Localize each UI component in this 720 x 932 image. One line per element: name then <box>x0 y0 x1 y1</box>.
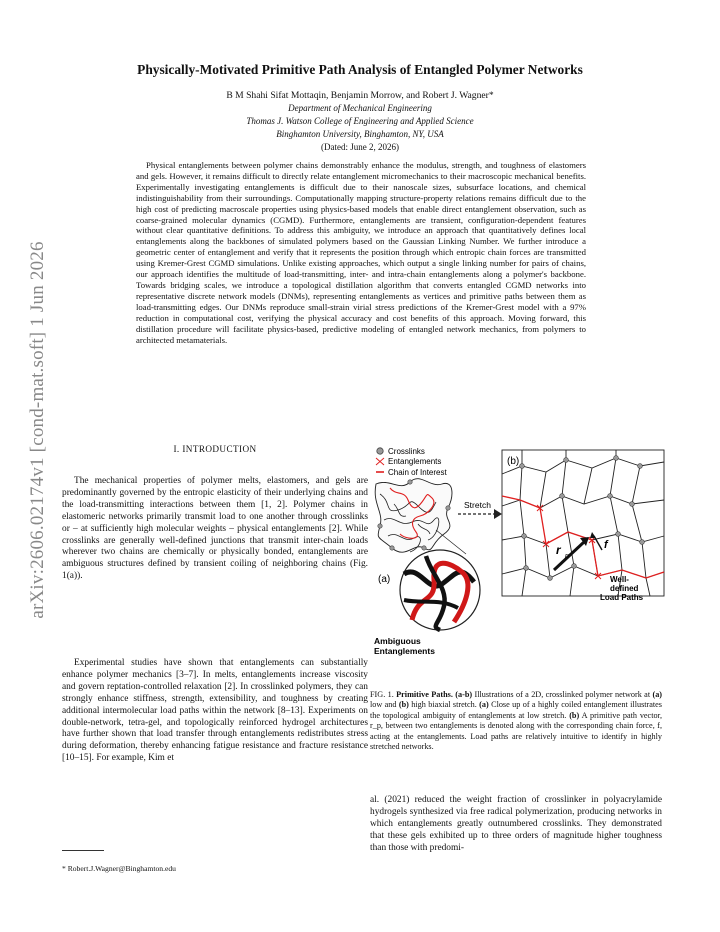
footnote-email: * Robert.J.Wagner@Binghamton.edu <box>62 864 176 873</box>
right-column-paragraph: al. (2021) reduced the weight fraction of crosslinker in polyacrylamide hydrogels synthesized via free radical polymerization, producing networks in which entanglements greatly outnumbered crosslinks. They demonstrated that these gels exhibited up to three orders of magnitude higher toughness than those with predomi- <box>370 795 662 853</box>
paper-title: Physically-Motivated Primitive Path Analysis of Entangled Polymer Networks <box>137 62 583 77</box>
caption-ab: (a-b) <box>455 690 473 699</box>
section-heading-introduction: I. INTRODUCTION <box>173 444 257 454</box>
ambiguous-label-line2: Entanglements <box>374 646 435 656</box>
footnote-rule <box>62 850 104 851</box>
legend-chain-of-interest: Chain of Interest <box>388 468 447 477</box>
stretch-label: Stretch <box>464 500 491 510</box>
panel-b-network <box>502 450 664 596</box>
caption-b1: (b) <box>398 700 409 710</box>
caption-label: FIG. 1. <box>370 690 394 699</box>
panel-a-network <box>375 479 452 553</box>
caption-a2: (a) <box>479 700 489 710</box>
caption-part1: Illustrations of a 2D, crosslinked polymer network at <box>472 690 653 699</box>
affiliation-department: Department of Mechanical Engineering <box>288 103 432 113</box>
crosslink-legend-icon <box>377 448 383 454</box>
well-defined-line3: Load Paths <box>600 593 644 602</box>
arxiv-sidebar-stamp <box>18 200 58 660</box>
rp-vector-label: r <box>556 543 561 557</box>
author-list: B M Shahi Sifat Mottaqin, Benjamin Morrow, and Robert J. Wagner* <box>226 90 494 101</box>
figure-1-graphic <box>370 444 666 680</box>
caption-part4: Close up of a highly coiled entanglement illustrates the topological ambiguity of entanglements at low stretch. <box>370 700 662 720</box>
well-defined-line1: Well- <box>610 575 629 584</box>
panel-a-label: (a) <box>378 574 391 585</box>
intro-paragraph-1: The mechanical properties of polymer melts, elastomers, and gels are predominantly governed by the entropic elasticity of their underlying chains and the load-transmitting interactions between them [1, 2]. Polymer chains in elastomeric networks primarily transmit load to one another through crosslinks or – at sufficiently high molecular weights – physical entanglements [2]. While crosslinks are generally well-defined junctions that transmit inter-chain loads wherever two chains are chemically or physically bonded, entanglements are ambiguous structures defined by transient coiling of neighboring chains (Fig. 1(a)). <box>62 476 368 582</box>
dated-line: (Dated: June 2, 2026) <box>321 142 399 152</box>
affiliation-college: Thomas J. Watson College of Engineering and Applied Science <box>246 116 474 126</box>
affiliation-university: Binghamton University, Binghamton, NY, USA <box>276 129 444 139</box>
force-f-label: f <box>604 539 608 551</box>
intro-paragraph-2: Experimental studies have shown that entanglements can substantially enhance polymer mechanics [3–7]. In melts, entanglements increase viscosity and govern reptation-controlled relaxation [2]. In crosslinked polymers, they can strongly enhance stiffness, strength, extensibility, and toughness by creating additional intermolecular load paths within the network [8–13]. Experiments on double-network, tetra-gel, and topologically reinforced hydrogel architectures have further shown that load transfer through entanglements redistributes stress during deformation, thereby enhancing fatigue resistance and fracture resistance [10–15]. For example, Kim et <box>62 658 368 764</box>
caption-title: Primitive Paths. <box>396 690 453 699</box>
caption-part3: high biaxial stretch. <box>408 700 480 710</box>
rp-subscript: p <box>565 553 569 560</box>
well-defined-line2: defined <box>610 584 639 593</box>
caption-part5: A primitive path vector, r_p, between two entanglements is denoted along with the corresponding chain force, f, acting at the entanglements. Load paths are relatively intuitive to identify in highly stretched networks. <box>370 710 663 752</box>
figure-1 <box>370 444 666 680</box>
caption-b2: (b) <box>569 710 580 720</box>
ambiguous-label-line1: Ambiguous <box>374 636 421 646</box>
arxiv-id: arXiv:2606.02174v1 [cond-mat.soft] 1 Jun 2026 <box>27 241 48 619</box>
legend-crosslinks: Crosslinks <box>388 447 425 456</box>
caption-part2: low and <box>370 700 399 710</box>
stretch-arrow <box>458 500 502 519</box>
panel-b-label: (b) <box>507 456 520 467</box>
figure-legend <box>376 447 447 477</box>
legend-entanglements: Entanglements <box>388 457 442 466</box>
abstract: Physical entanglements between polymer chains demonstrably enhance the modulus, strength, and toughness of elastomers and gels. However, it remains difficult to directly relate entanglement micromechanics to their macroscopic mechanical benefits. Experimentally investigating entanglements is difficult due to their nanoscale sizes, subsurface locations, and chemical indistinguishability from their surroundings. Computationally mapping structure-property relations remains difficult due to the high cost of predicting macroscale properties using physics-based models that enable direct entanglement observation, such as coarse-grained molecular dynamics (CGMD). Furthermore, entanglements are transient, configuration-dependent features without clear quantitative definitions. To address this ambiguity, we introduce an approach that quantitatively defines local entanglements along the backbones of simulated polymers based on the Gaussian Linking Number. We further introduce a geometric center of entanglement and verify that it represents the position through which entropic chain forces are transmitted using Kremer-Grest CGMD simulations. Unlike existing approaches, which output a single linking number for pairs of chains, our approach identifies the multitude of load-transmitting, inter- and intra-chain entanglements along a polymer's backbone. Towards bridging scales, we introduce a topological distillation algorithm that converts entangled CGMD networks into representative discrete network models (DNMs), representing entanglements as vertices and primitive paths between them as load-transmitting edges. Our DNMs reproduce small-strain virial stress predictions of the Kremer-Grest model with a 97% reduction in computational cost, verifying the physical accuracy and cost benefits of this approach. Moving forward, this distillation procedure will facilitate physics-based, predictive modeling of entangled network mechanics, from polymers to architected metamaterials. <box>136 160 586 345</box>
entanglement-legend-icon <box>376 458 384 465</box>
caption-a1: (a) <box>652 690 663 699</box>
figure-1-caption <box>370 690 662 752</box>
